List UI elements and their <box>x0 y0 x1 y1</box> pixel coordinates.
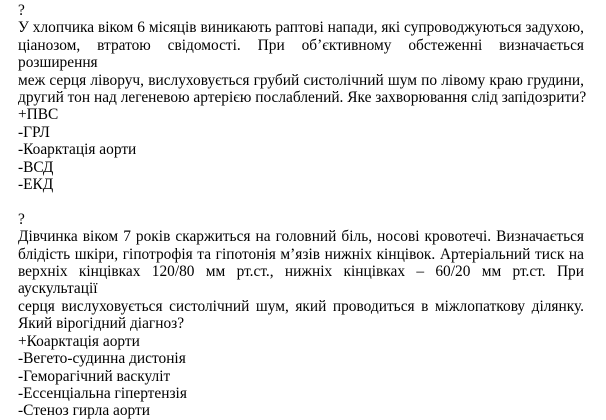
question-text-line: верхніх кінцівках 120/80 мм рт.ст., нижніх кінцівках – 60/20 мм рт.ст. При аускультації <box>18 263 584 298</box>
answer-option: -Коарктація аорти <box>18 141 137 159</box>
question-text-line: меж серця ліворуч, вислуховується грубий систолічний шум по лівому краю грудини, <box>18 71 584 89</box>
question-text-line: Який вірогідний діагноз? <box>18 315 185 333</box>
question-block-2 <box>18 211 584 420</box>
question-text <box>18 228 584 332</box>
question-text <box>18 19 587 107</box>
question-text-line: другий тон над легеневою артерією послаблений. Яке захворювання слід запідозрити? <box>18 89 587 107</box>
answer-option: -ВСД <box>18 158 54 176</box>
answer-option: -ГРЛ <box>18 123 50 141</box>
question-marker: ? <box>18 210 25 228</box>
answer-options <box>18 106 584 193</box>
question-text-line: У хлопчика віком 6 місяців виникають раптові напади, які супроводжуються задухою, <box>18 19 584 37</box>
blank-line <box>18 193 584 210</box>
answer-option: -Вегето-судинна дистонія <box>18 350 186 368</box>
question-text-line: серця вислуховується систолічний шум, який проводиться в міжлопаткову ділянку. <box>18 297 584 315</box>
answer-option: -Геморагічний васкуліт <box>18 367 171 385</box>
question-text-line: Дівчинка віком 7 років скаржиться на головний біль, носові кровотечі. Визначається <box>18 228 584 246</box>
question-marker: ? <box>18 2 25 19</box>
answer-option: +Коарктація аорти <box>18 332 140 350</box>
answer-option: -ЕКД <box>18 176 54 194</box>
question-text-line: ціанозом, втратою свідомості. При об’єктивному обстеженні визначається розширення <box>18 36 584 72</box>
question-block-1 <box>18 2 587 194</box>
document-page <box>18 2 587 420</box>
answer-option: -Ессенціальна гіпертензія <box>18 384 187 402</box>
question-text-line: блідість шкіри, гіпотрофія та гіпотонія м’язів нижніх кінцівок. Артеріальний тиск на <box>18 245 584 263</box>
answer-options <box>18 333 584 420</box>
answer-option: -Стеноз гирла аорти <box>18 402 150 420</box>
answer-option: +ПВС <box>18 106 59 124</box>
